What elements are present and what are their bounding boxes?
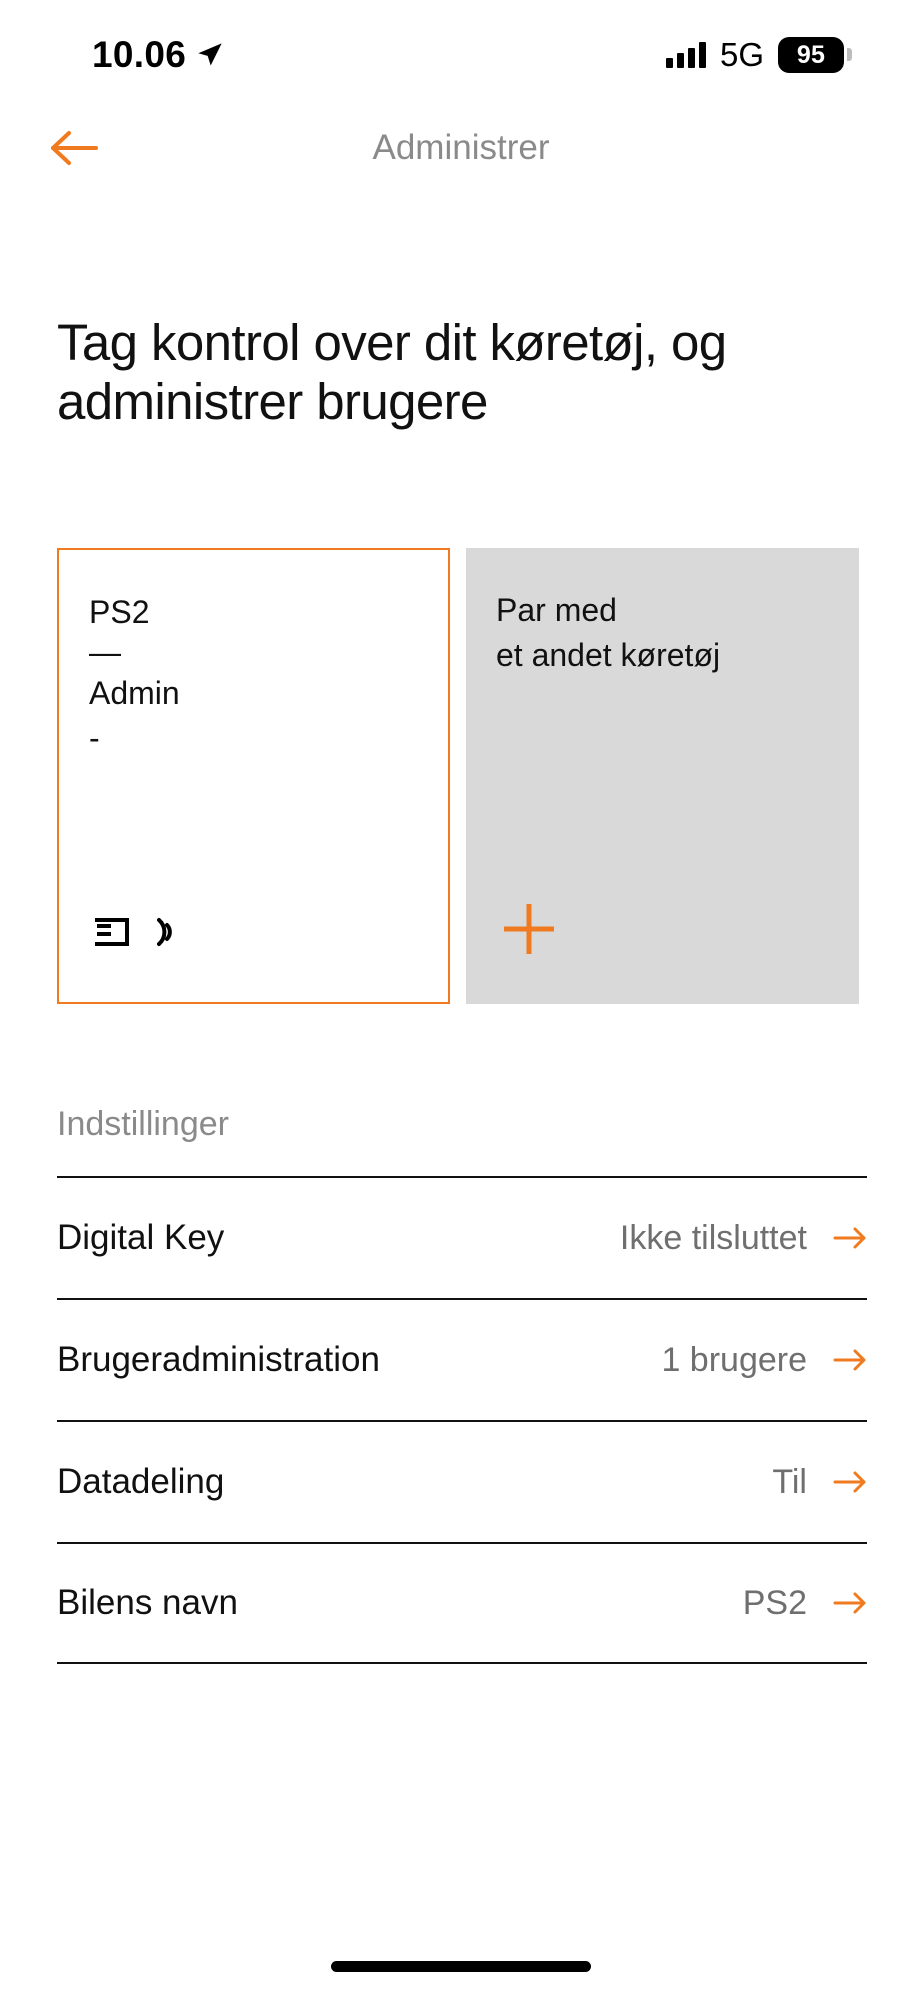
settings-row-right [661,1341,867,1380]
digital-key-signal-icon [87,906,189,958]
vehicle-name: PS2 [89,594,150,630]
arrow-right-icon [833,1225,867,1251]
settings-row-value: PS2 [742,1583,807,1622]
location-arrow-icon [196,41,224,69]
arrow-right-icon [833,1469,867,1495]
settings-row-label: Brugeradministration [57,1340,380,1379]
vehicle-role: Admin [89,674,180,711]
battery-indicator [778,37,844,73]
status-bar-left [92,34,224,76]
pair-card-line2: et andet køretøj [496,637,721,674]
settings-row-vehicle-name[interactable] [57,1542,867,1664]
settings-row-data-sharing[interactable] [57,1420,867,1542]
vehicle-cards [57,548,867,1004]
pair-card-line1: Par med [496,592,617,628]
vehicle-detail: - [89,720,100,757]
battery-level-label: 95 [796,40,826,69]
settings-row-value: Ikke tilsluttet [619,1218,807,1257]
navigation-bar [0,110,922,186]
settings-row-label: Digital Key [57,1218,225,1257]
settings-row-user-management[interactable] [57,1298,867,1420]
settings-row-right [620,1219,867,1258]
settings-row-right [743,1584,867,1623]
settings-row-right [772,1463,867,1502]
cellular-signal-icon [666,42,706,68]
vehicle-separator: — [89,634,122,671]
settings-list [57,1176,867,1664]
arrow-right-icon [833,1347,867,1373]
settings-row-digital-key[interactable] [57,1176,867,1298]
arrow-left-icon [47,128,99,168]
settings-row-value: 1 brugere [661,1340,807,1379]
pair-vehicle-card[interactable] [466,548,859,1004]
page-title: Administrer [372,128,550,167]
plus-icon [494,894,564,964]
settings-section-label: Indstillinger [57,1105,229,1143]
status-bar [0,0,922,110]
settings-row-label: Bilens navn [57,1583,238,1622]
network-type-label: 5G [719,36,764,73]
status-time: 10.06 [92,34,187,75]
status-bar-right [666,36,844,74]
headline: Tag kontrol over dit køretøj, og administrer brugere [57,314,727,431]
home-indicator[interactable] [331,1961,591,1972]
back-button[interactable] [40,115,106,181]
key-card-icon [87,906,139,958]
settings-row-value: Til [772,1462,807,1501]
wireless-waves-icon [145,910,189,954]
arrow-right-icon [833,1590,867,1616]
vehicle-card[interactable] [57,548,450,1004]
settings-row-label: Datadeling [57,1462,225,1501]
